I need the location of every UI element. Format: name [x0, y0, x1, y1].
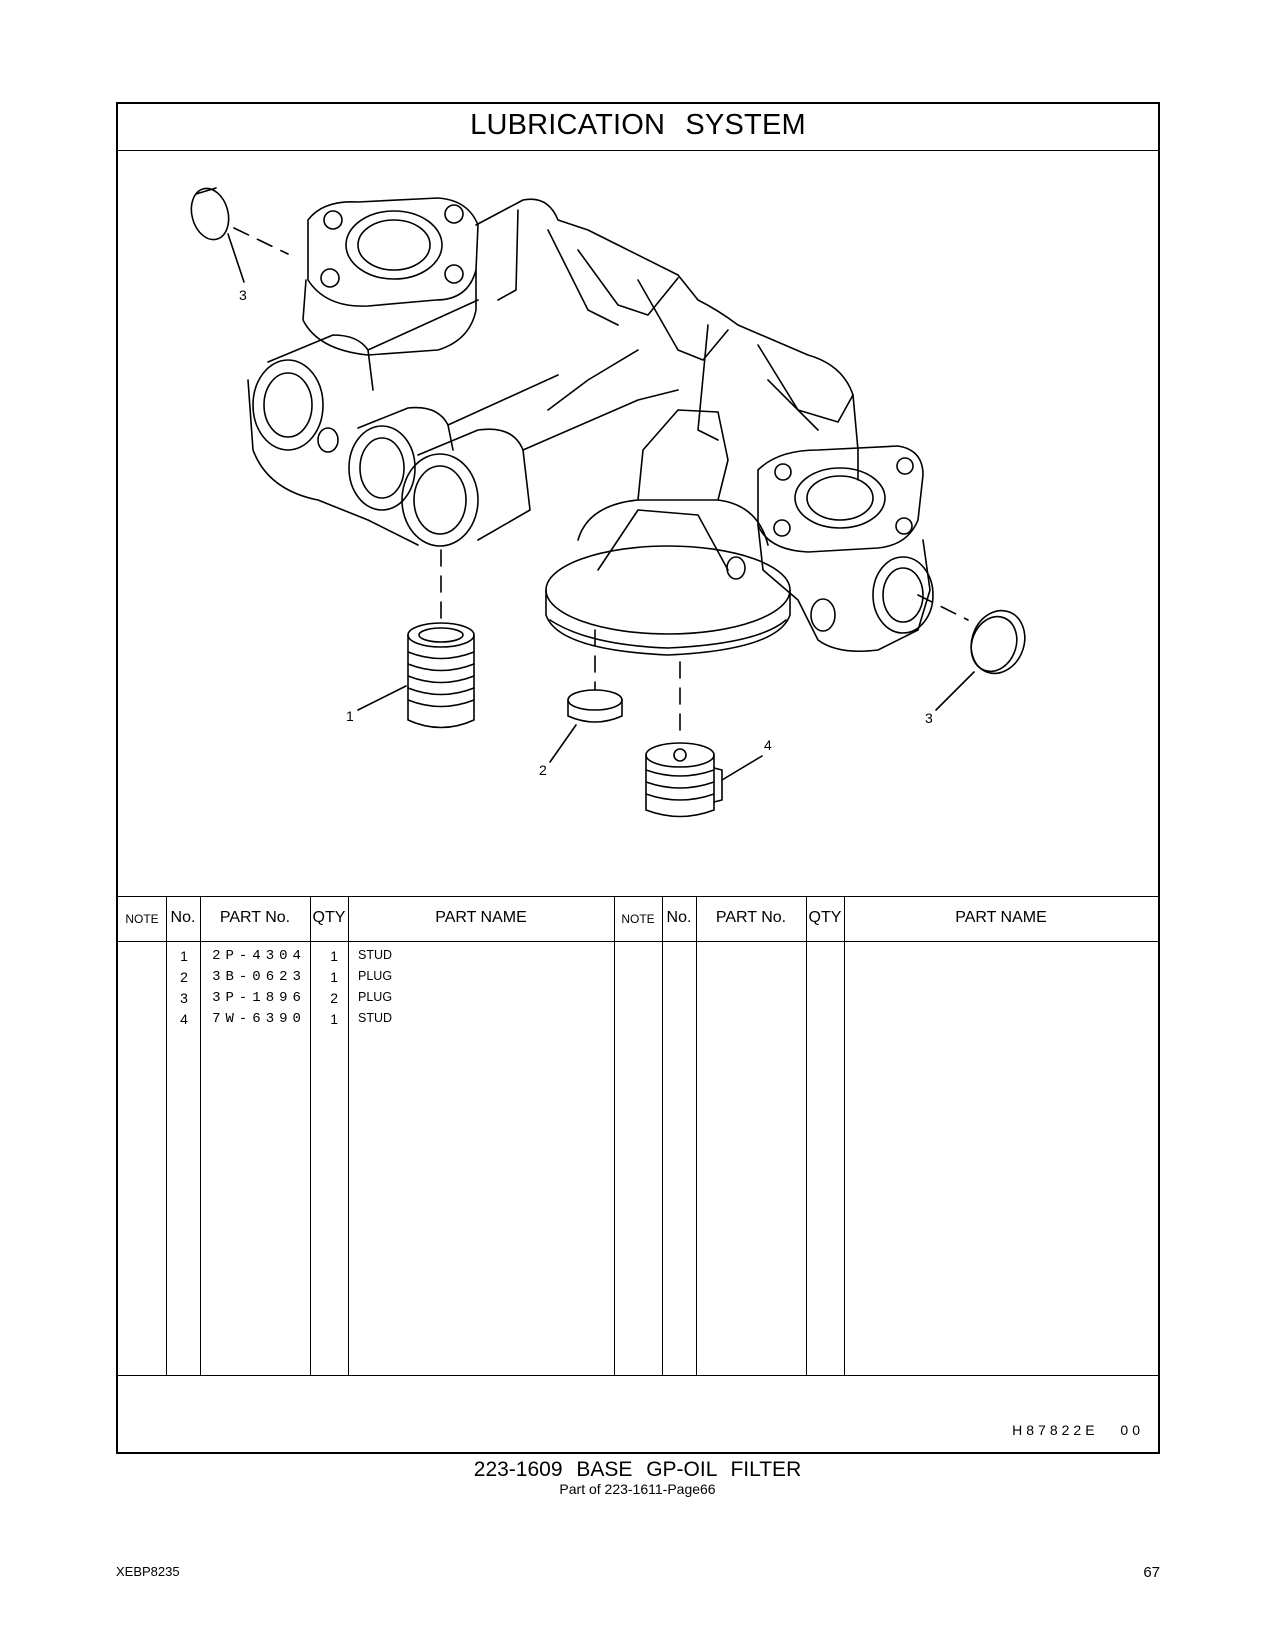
- table-row: [118, 969, 614, 991]
- part-1-stud: [358, 623, 474, 728]
- callout-1: 1: [346, 708, 354, 724]
- row-part-name: PLUG: [358, 969, 393, 983]
- header-note: NOTE: [125, 912, 159, 926]
- row-part-name: STUD: [358, 948, 393, 962]
- parts-list-table: [118, 896, 1158, 1376]
- row-qty: 1: [330, 969, 338, 985]
- row-qty: 1: [330, 1011, 338, 1027]
- part-3-plug-side: [936, 603, 1033, 710]
- assembly-title: 223-1609 BASE GP-OIL FILTER: [473, 1458, 802, 1481]
- header-qty: QTY: [312, 909, 346, 926]
- document-id: XEBP8235: [116, 1564, 180, 1579]
- top-flange: [303, 198, 478, 355]
- header-part-no-right: PART No.: [715, 909, 787, 926]
- assembly-subtitle: Part of 223-1611-Page66: [559, 1481, 716, 1497]
- callout-2: 2: [539, 762, 547, 778]
- page-number: 67: [1143, 1564, 1160, 1581]
- row-no: 2: [180, 969, 188, 985]
- row-part-no: 7W-6390: [212, 1011, 306, 1027]
- row-part-no: 3P-1896: [212, 990, 306, 1006]
- table-row: [118, 990, 614, 1012]
- manifold-body: [476, 199, 858, 480]
- row-part-name: PLUG: [358, 990, 393, 1004]
- filter-head: [546, 410, 790, 655]
- section-title: LUBRICATION SYSTEM: [470, 109, 806, 141]
- port-bores: [248, 300, 678, 546]
- part-4-stud: [646, 743, 762, 817]
- row-no: 3: [180, 990, 188, 1006]
- header-no-right: No.: [666, 909, 692, 926]
- header-note-right: NOTE: [621, 912, 655, 926]
- row-no: 4: [180, 1011, 188, 1027]
- row-part-no: 3B-0623: [212, 969, 306, 985]
- callout-4: 4: [764, 737, 772, 753]
- drawing-reference-code: H87822E 00: [1012, 1422, 1144, 1438]
- oil-filter-base-illustration: [118, 150, 1158, 896]
- row-qty: 2: [330, 990, 338, 1006]
- exploded-parts-drawing: [118, 150, 1158, 896]
- row-part-name: STUD: [358, 1011, 393, 1025]
- header-qty-right: QTY: [808, 909, 842, 926]
- header-part-name: PART NAME: [435, 909, 527, 926]
- section-header: [118, 104, 1158, 151]
- row-no: 1: [180, 948, 188, 964]
- header-part-no: PART No.: [219, 909, 291, 926]
- part-2-plug: [550, 690, 622, 762]
- parts-page-frame: [116, 102, 1160, 1454]
- table-row: [118, 948, 614, 970]
- part-3-plug-upper: [186, 184, 244, 282]
- header-part-name-right: PART NAME: [955, 909, 1047, 926]
- row-part-no: 2P-4304: [212, 948, 306, 964]
- table-row: [118, 1011, 614, 1033]
- callout-3-top: 3: [239, 287, 247, 303]
- header-no: No.: [170, 909, 196, 926]
- row-qty: 1: [330, 948, 338, 964]
- callout-3-side: 3: [925, 710, 933, 726]
